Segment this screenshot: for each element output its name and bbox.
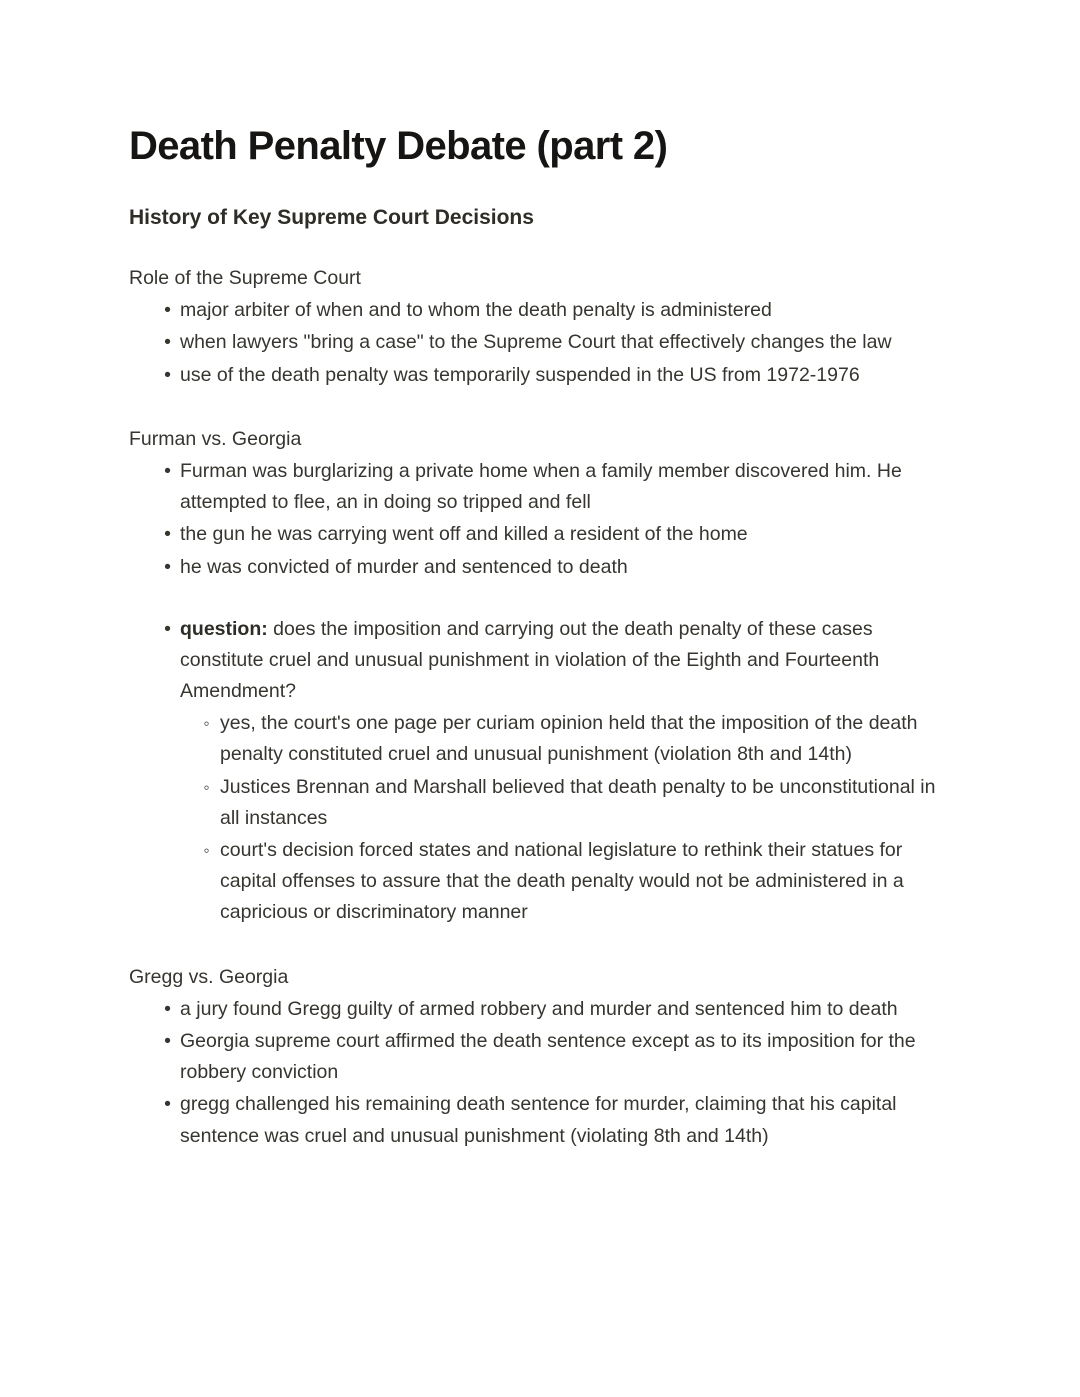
list-item-text: use of the death penalty was temporarily suspended in the US from 1972-1976 [180, 363, 860, 386]
section [129, 424, 951, 929]
list-item-text: gregg challenged his remaining death sentence for murder, claiming that his capital sentence was cruel and unusual punishment (violating 8th and 14th) [180, 1093, 897, 1147]
list-item-text: the gun he was carrying went off and killed a resident of the home [180, 523, 748, 546]
list-item [129, 614, 951, 708]
bullet-icon: • [164, 363, 171, 386]
list-item [129, 519, 951, 550]
bullet-icon: • [164, 617, 171, 640]
page-title: Death Penalty Debate (part 2) [129, 124, 668, 168]
list-item [129, 772, 951, 834]
bullet-icon: • [164, 331, 171, 354]
list-item [129, 1026, 951, 1088]
list-item-text: he was convicted of murder and sentenced to death [180, 555, 628, 578]
open-bullet-icon: ◦ [203, 714, 210, 734]
list-item [129, 1089, 951, 1151]
list-item [129, 994, 951, 1025]
bullet-icon: • [164, 459, 171, 482]
bullet-icon: • [164, 1029, 171, 1052]
list-item-text: yes, the court's one page per curiam opinion held that the imposition of the death penalty constituted cruel and unusual punishment (violation 8th and 14th) [220, 712, 918, 766]
list-item [129, 327, 951, 358]
list-item [129, 295, 951, 326]
section [129, 263, 951, 391]
list-item-text: a jury found Gregg guilty of armed robbery and murder and sentenced him to death [180, 997, 898, 1020]
list-item-text: question: does the imposition and carrying out the death penalty of these cases constitute cruel and unusual punishment in violation of the Eighth and Fourteenth Amendment? [180, 617, 880, 703]
bullet-icon: • [164, 1093, 171, 1116]
list-item [129, 360, 951, 391]
list-item-text: when lawyers "bring a case" to the Supreme Court that effectively changes the law [180, 331, 892, 354]
open-bullet-icon: ◦ [203, 777, 210, 797]
list-item [129, 456, 951, 518]
list-item [129, 552, 951, 583]
section-heading: Gregg vs. Georgia [129, 965, 289, 988]
bullet-icon: • [164, 555, 171, 578]
section [129, 962, 951, 1152]
bold-label: question: [180, 617, 274, 640]
list-item [129, 835, 951, 929]
section-heading: Role of the Supreme Court [129, 267, 361, 289]
list-item-text: Justices Brennan and Marshall believed that death penalty to be unconstitutional in all instances [220, 775, 936, 829]
bullet-icon: • [164, 299, 171, 322]
document-body [129, 263, 951, 1152]
bullet-icon: • [164, 523, 171, 546]
list-item-text: major arbiter of when and to whom the death penalty is administered [180, 299, 772, 322]
section-heading: Furman vs. Georgia [129, 427, 302, 450]
document-page [129, 0, 951, 1232]
page-subtitle: History of Key Supreme Court Decisions [129, 206, 534, 229]
list-item-text: Furman was burglarizing a private home when a family member discovered him. He attempted to flee, an in doing so tripped and fell [180, 459, 902, 514]
bullet-icon: • [164, 997, 171, 1020]
open-bullet-icon: ◦ [203, 841, 210, 860]
list-item-text: court's decision forced states and national legislature to rethink their statues for capital offenses to assure that the death penalty would not be administered in a capricious or discriminatory manner [220, 839, 904, 924]
list-item-text: Georgia supreme court affirmed the death sentence except as to its imposition for the robbery conviction [180, 1029, 916, 1084]
list-item [129, 708, 951, 770]
